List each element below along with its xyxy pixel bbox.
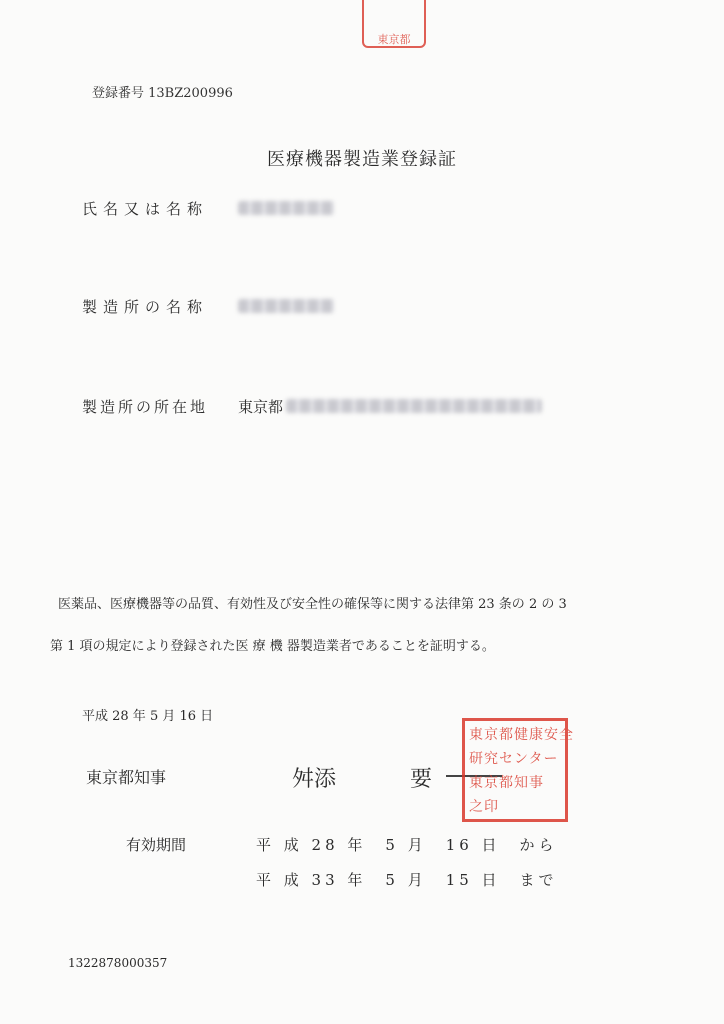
registration-number: 登録番号 13BZ200996	[92, 86, 233, 101]
seal-row-2: 研究センター	[469, 751, 559, 767]
official-red-seal	[462, 718, 574, 822]
document-title: 医療機器製造業登録証	[267, 149, 457, 170]
validity-label: 有効期間	[126, 836, 187, 854]
issuer-title: 東京都知事	[86, 768, 167, 787]
seal-row-4: 之印	[469, 799, 499, 815]
name-label: 氏名又は名称	[82, 200, 209, 218]
issuer-name-part-1: 舛添	[292, 767, 337, 792]
top-seal-stamp	[362, 0, 426, 48]
footer-number: 1322878000357	[68, 956, 168, 970]
redacted-address-value	[286, 399, 542, 413]
validity-to: 平 成 33 年 5 月 15 日 まで	[256, 871, 558, 889]
issuer-name-part-2: 要	[410, 767, 433, 792]
address-prefix: 東京都	[238, 398, 284, 416]
redacted-name-value	[238, 201, 334, 215]
certification-text-line-1: 医薬品、医療機器等の品質、有効性及び安全性の確保等に関する法律第 23 条の 2 の 3	[58, 597, 567, 612]
site-name-label: 製造所の名称	[82, 298, 209, 316]
seal-row-1: 東京都健康安全	[469, 727, 574, 743]
seal-row-3: 東京都知事	[469, 775, 544, 791]
redacted-site-name-value	[238, 299, 334, 313]
top-seal-text: 東京都	[377, 33, 411, 46]
validity-from: 平 成 28 年 5 月 16 日 から	[256, 836, 558, 854]
site-address-label: 製造所の所在地	[82, 398, 209, 416]
issue-date: 平成 28 年 5 月 16 日	[82, 709, 214, 724]
certification-text-line-2: 第 1 項の規定により登録された医 療 機 器製造業者であることを証明する。	[50, 639, 495, 654]
